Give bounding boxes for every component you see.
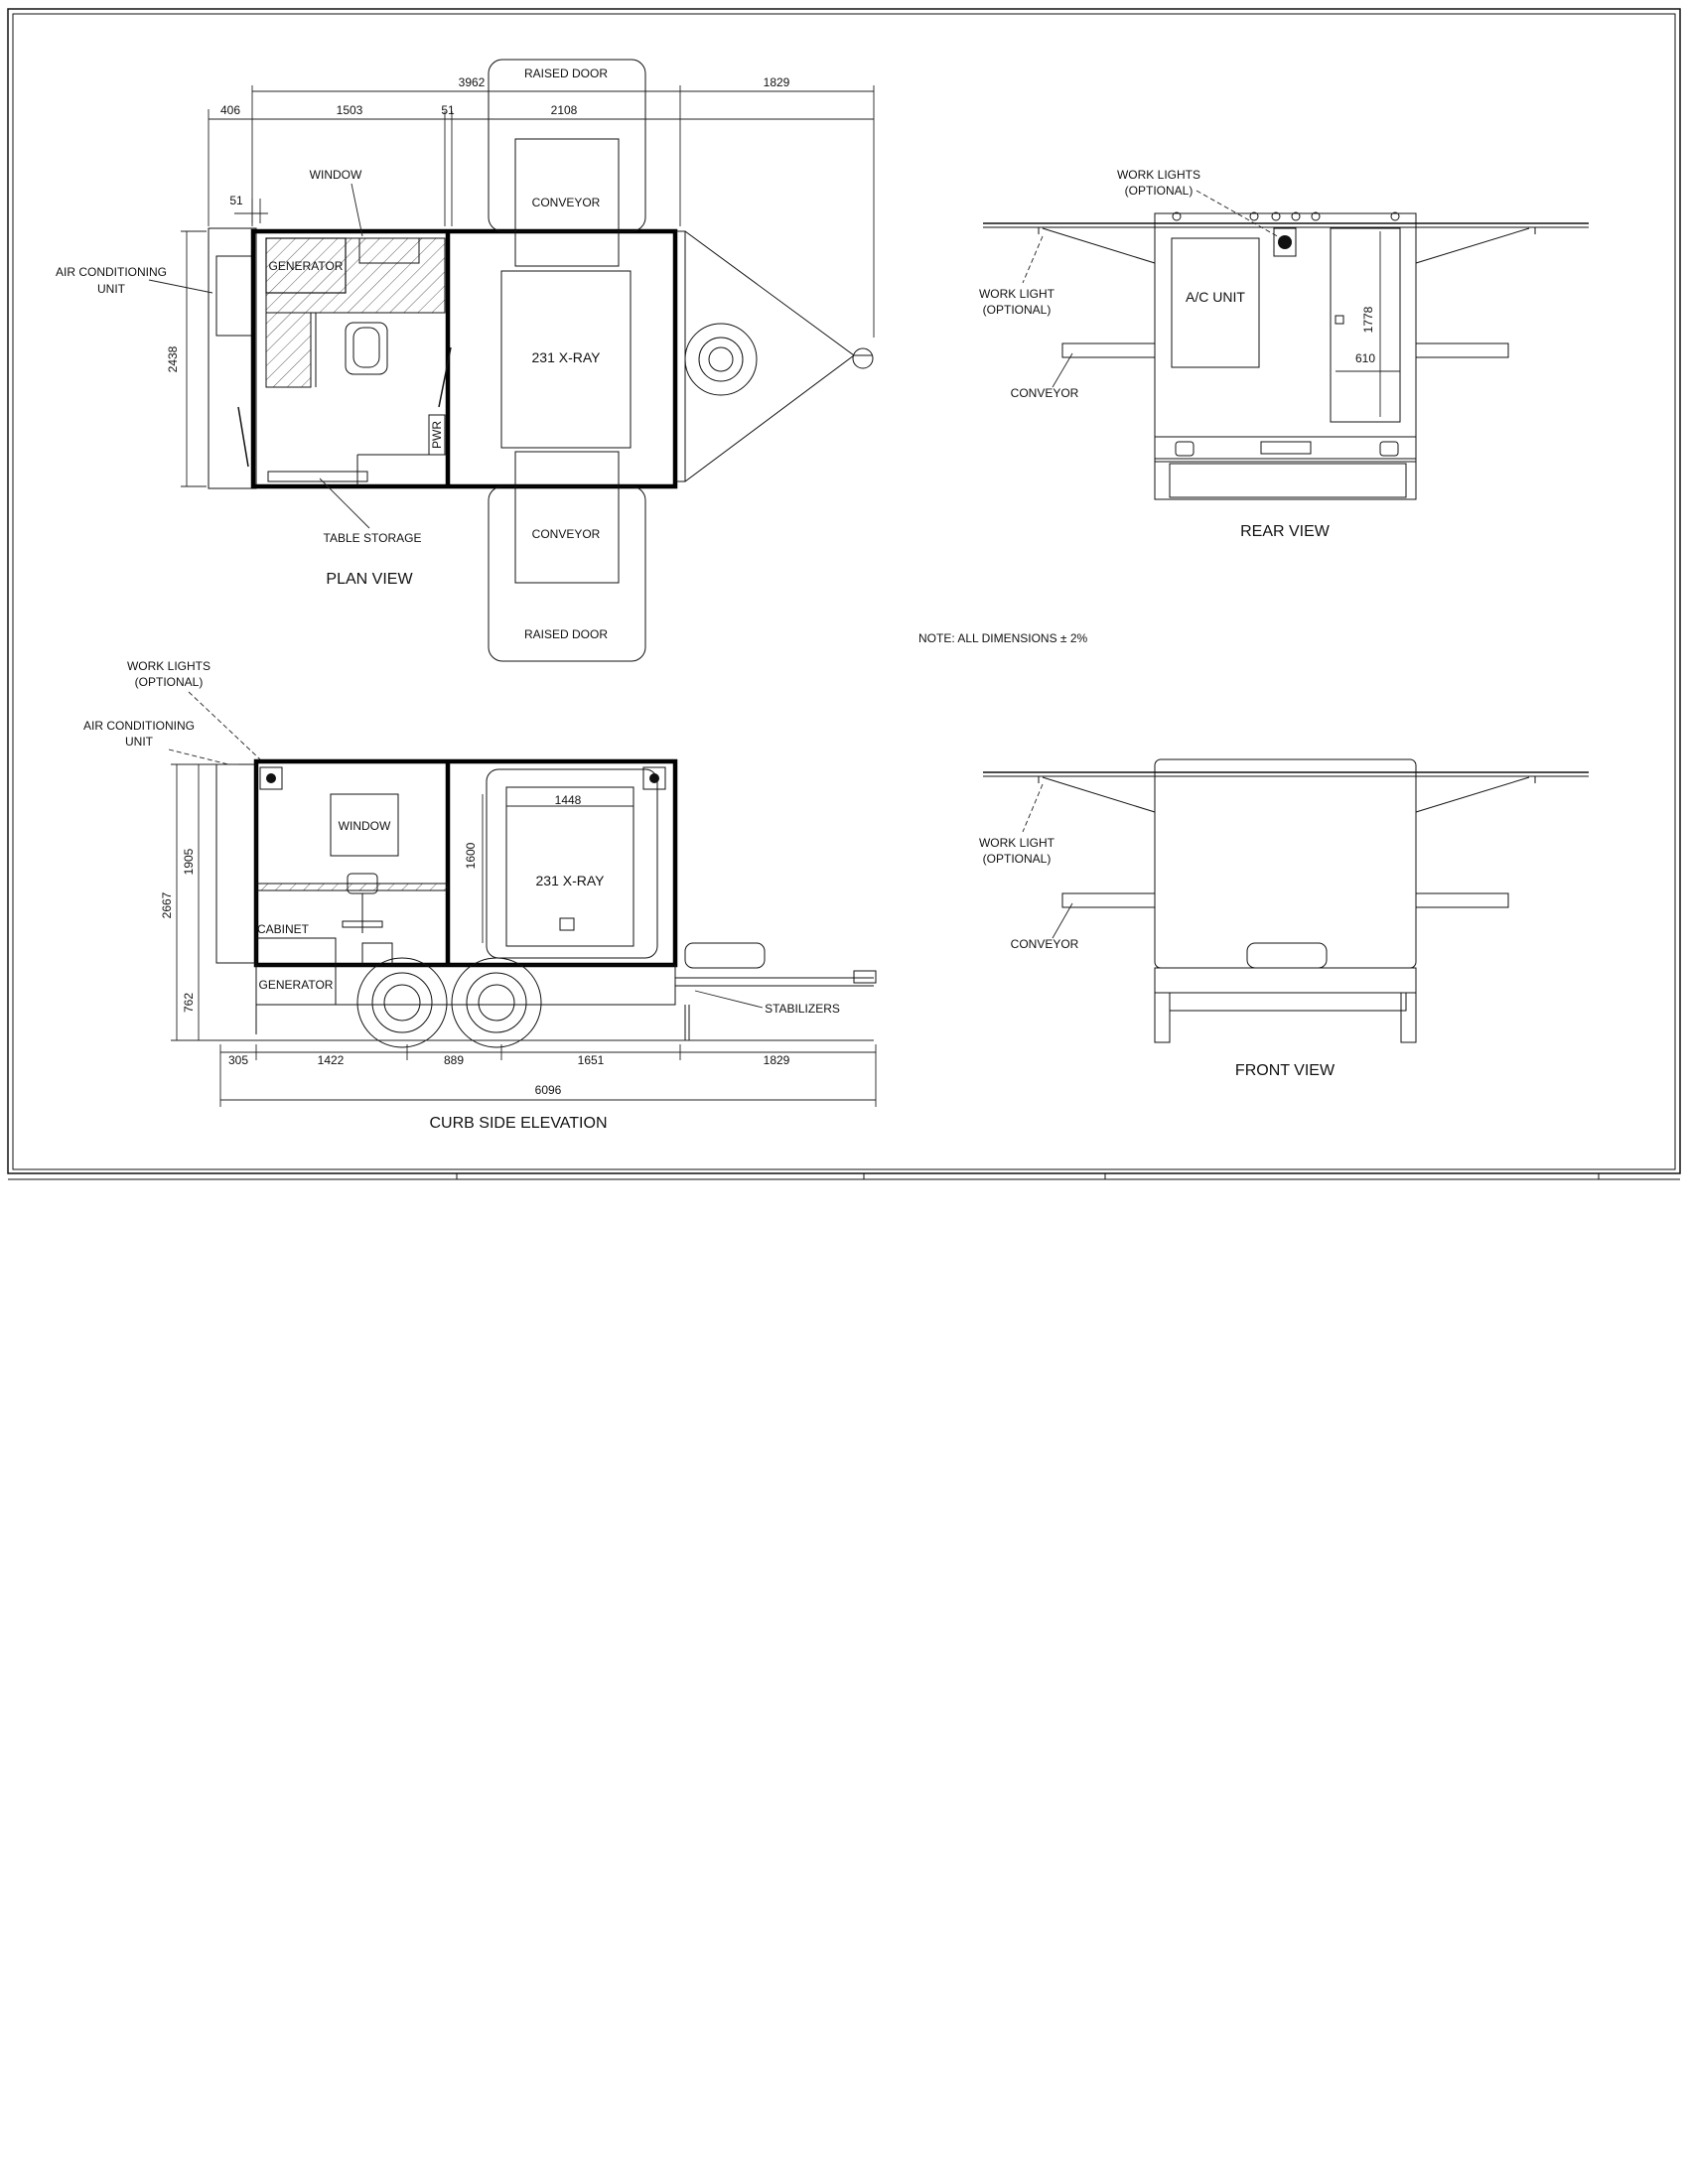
ac-unit-side-label-line1: AIR CONDITIONING xyxy=(82,719,196,733)
dim-side-889: 889 xyxy=(443,1053,465,1067)
xray-side-label: 231 X-RAY xyxy=(535,873,605,888)
front-view-title: FRONT VIEW xyxy=(1234,1062,1336,1079)
ac-unit-side-label-line2: UNIT xyxy=(125,735,153,749)
curb-side-elevation xyxy=(83,659,876,1132)
dim-side-6096: 6096 xyxy=(534,1083,562,1097)
work-light-front-label-line2: (OPTIONAL) xyxy=(982,852,1052,866)
ac-unit-plan-label-line2: UNIT xyxy=(97,282,125,296)
generator-side-label: GENERATOR xyxy=(258,978,334,992)
work-light-rear-label-line2: (OPTIONAL) xyxy=(982,303,1052,317)
dim-plan-3962: 3962 xyxy=(458,75,486,89)
work-lights-side-label-line1: WORK LIGHTS xyxy=(126,659,211,673)
dim-side-305: 305 xyxy=(227,1053,249,1067)
work-lights-rear-label-line2: (OPTIONAL) xyxy=(1124,184,1194,198)
dim-side-2667: 2667 xyxy=(160,891,174,919)
dimensions-note: NOTE: ALL DIMENSIONS ± 2% xyxy=(918,631,1088,645)
rear-view xyxy=(979,168,1589,540)
dim-side-1448: 1448 xyxy=(554,793,582,807)
dim-plan-1829: 1829 xyxy=(763,75,790,89)
work-light-rear-label-line1: WORK LIGHT xyxy=(978,287,1055,301)
work-light-front-label-line1: WORK LIGHT xyxy=(978,836,1055,850)
dim-plan-406: 406 xyxy=(219,103,241,117)
dim-side-1422: 1422 xyxy=(317,1053,345,1067)
sheet-border xyxy=(8,9,1680,1179)
dim-side-1651: 1651 xyxy=(577,1053,605,1067)
xray-plan-label: 231 X-RAY xyxy=(531,349,601,365)
work-lights-rear-label-line1: WORK LIGHTS xyxy=(1116,168,1201,182)
dim-plan-1503: 1503 xyxy=(336,103,363,117)
work-lights-side-label-line2: (OPTIONAL) xyxy=(134,675,204,689)
dim-side-1905: 1905 xyxy=(182,848,196,876)
pwr-label: PWR xyxy=(430,421,444,449)
cabinet-label: CABINET xyxy=(256,922,310,936)
front-view xyxy=(979,759,1589,1079)
dim-side-1829: 1829 xyxy=(763,1053,790,1067)
window-plan-label: WINDOW xyxy=(309,168,362,182)
stabilizers-label: STABILIZERS xyxy=(765,1002,840,1016)
dim-plan-2108: 2108 xyxy=(550,103,578,117)
dim-rear-610: 610 xyxy=(1354,351,1376,365)
dim-side-762: 762 xyxy=(182,992,196,1014)
ac-unit-plan-label-line1: AIR CONDITIONING xyxy=(55,265,168,279)
conveyor-bottom-label: CONVEYOR xyxy=(531,527,601,541)
dim-rear-1778: 1778 xyxy=(1361,306,1375,334)
rear-view-title: REAR VIEW xyxy=(1240,523,1330,540)
dim-plan-51: 51 xyxy=(441,103,455,117)
raised-door-top-label: RAISED DOOR xyxy=(523,67,609,80)
conveyor-top-label: CONVEYOR xyxy=(531,196,601,209)
raised-door-bottom-label: RAISED DOOR xyxy=(523,627,609,641)
dim-side-1600: 1600 xyxy=(464,842,478,870)
dim-plan-51-small: 51 xyxy=(229,194,243,207)
window-side-label: WINDOW xyxy=(338,819,391,833)
table-storage-label: TABLE STORAGE xyxy=(323,531,422,545)
conveyor-front-label: CONVEYOR xyxy=(1010,937,1079,951)
generator-plan-label: GENERATOR xyxy=(268,259,344,273)
dim-plan-2438: 2438 xyxy=(166,345,180,373)
plan-view xyxy=(56,60,874,661)
conveyor-rear-label: CONVEYOR xyxy=(1010,386,1079,400)
plan-view-title: PLAN VIEW xyxy=(326,571,413,588)
ac-unit-rear-label: A/C UNIT xyxy=(1186,289,1245,305)
curb-side-elevation-title: CURB SIDE ELEVATION xyxy=(429,1115,608,1132)
